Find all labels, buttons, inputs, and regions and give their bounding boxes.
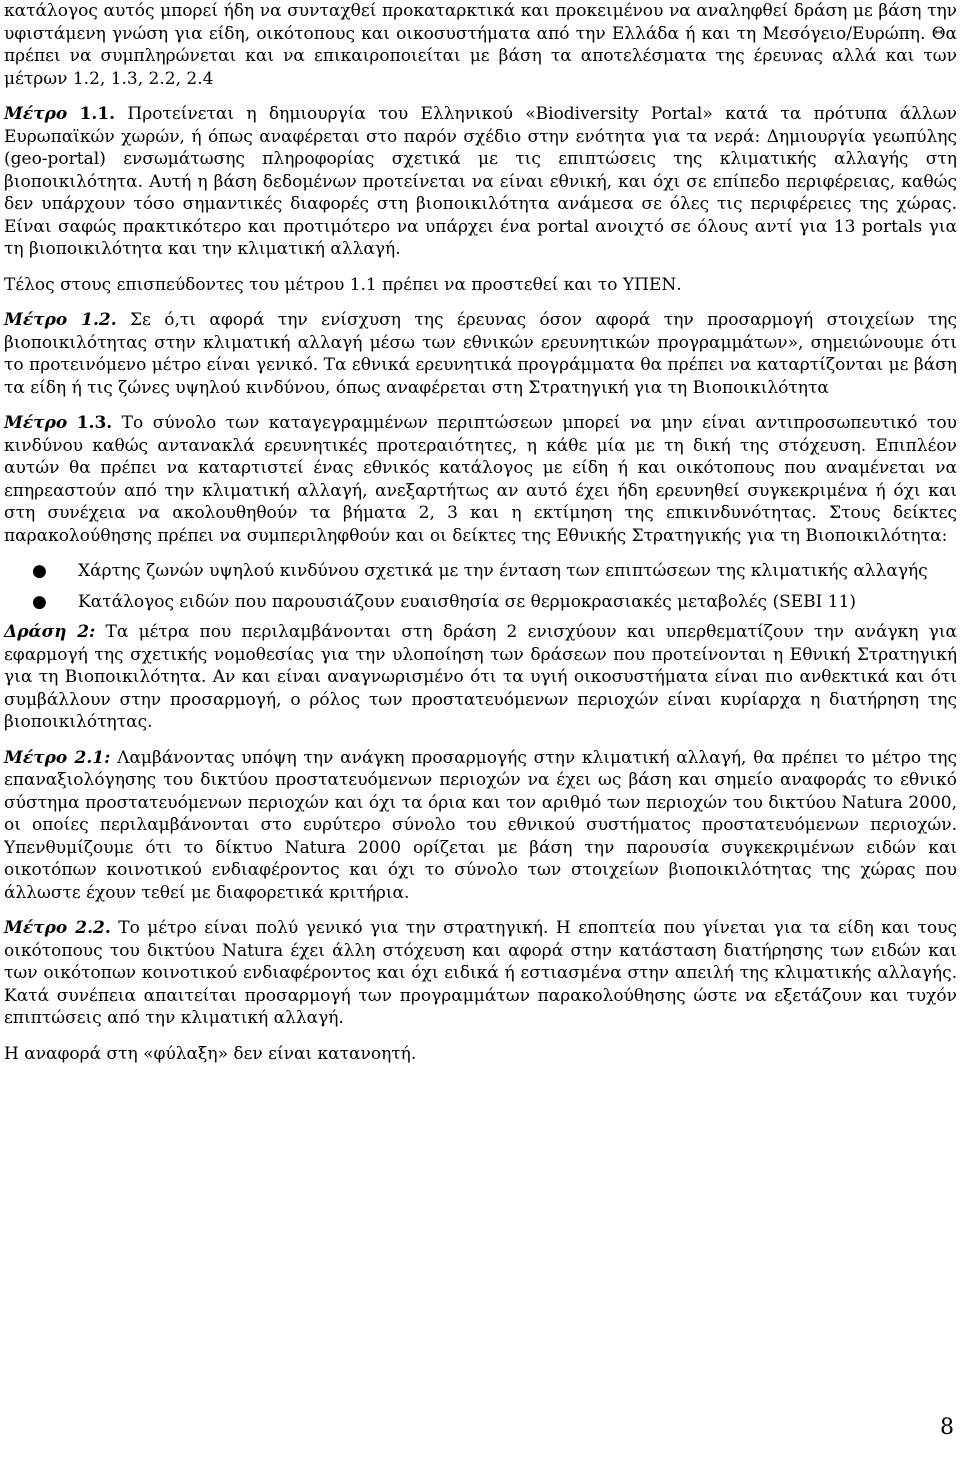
measure-1-1-note <box>4 274 957 297</box>
measure-1-3-number: 1.3. <box>76 413 113 433</box>
action-2-paragraph <box>4 621 957 734</box>
measure-1-2-heading: Μέτρο 1.2. <box>4 310 117 330</box>
intro-text: κατάλογος αυτός μπορεί ήδη να συνταχθεί προκαταρκτικά και προκειμένου να αναληφθεί δράση με βάση την υφιστάμενη γνώση για είδη, οικότοπους και οικοσυστήματα από την Ελλάδα ή και τη Μεσόγειο/Ευρώπη. Θα πρέπει να συμπληρώνεται και να επικαιροποιείται με βάση τα αποτελέσματα της έρευνας αλλά και των μέτρων 1.2, 1.3, 2.2, 2.4 <box>4 1 957 89</box>
list-item <box>4 560 957 583</box>
measure-1-2-paragraph <box>4 309 957 399</box>
page-number: 8 <box>940 1415 954 1440</box>
measure-2-1-text: Λαμβάνοντας υπόψη την ανάγκη προσαρμογής στην κλιματική αλλαγή, θα πρέπει το μέτρο της επαναξιολόγησης του δικτύου προστατευόμενων περιοχών να έχει ως βάση και σημείο αναφοράς το εθνικό σύστημα προστατευόμενων περιοχών και όχι τα όρια και τον αριθμό των περιοχών του δικτύου Natura 2000, οι οποίες περιλαμβάνονται στο ευρύτερο σύνολο του εθνικού συστήματος προστατευόμενων περιοχών. Υπενθυμίζουμε ότι το δίκτυο Natura 2000 ορίζεται με βάση την παρουσία συγκεκριμένων ειδών και οικοτόπων κοινοτικού ενδιαφέροντος και όχι το σύνολο των στοιχείων βιοποικιλότητας της χώρας που άλλωστε έχουν τεθεί με διαφορετικά κριτήρια. <box>4 747 957 903</box>
measure-2-2-paragraph <box>4 917 957 1030</box>
indicator-list <box>4 560 957 613</box>
closing-text: Η αναφορά στη «φύλαξη» δεν είναι κατανοητή. <box>4 1043 417 1064</box>
measure-1-1-text: Προτείνεται η δημιουργία του Ελληνικού «Biodiversity Portal» κατά τα πρότυπα άλλων Ευρωπαϊκών χωρών, ή όπως αναφέρεται στο παρόν σχέδιο στην ενότητα για τα νερά: Δημιουργία γεωπύλης (geo-portal) ενσωμάτωσης πληροφορίας σχετικά με τις επιπτώσεις της κλιματικής αλλαγής στη βιοποικιλότητα. Αυτή η βάση δεδομένων προτείνεται να είναι εθνική, και όχι σε επίπεδο περιφέρειας, καθώς δεν υπάρχουν τόσο σημαντικές διαφορές στη βιοποικιλότητα ανάμεσα σε όλες τις περιφέρειες της χώρας. Είναι σαφώς πρακτικότερο και προτιμότερο να υπάρχει ένα portal ανοιχτό σε όλους αντί για 13 portals για τη βιοποικιλότητα και την κλιματική αλλαγή. <box>4 104 957 259</box>
measure-1-1-note-text: Τέλος στους επισπεύδοντες του μέτρου 1.1 πρέπει να προστεθεί και το ΥΠΕΝ. <box>4 274 682 295</box>
measure-1-3-heading: Μέτρο <box>4 413 68 433</box>
measure-1-2-text: Σε ό,τι αφορά την ενίσχυση της έρευνας όσον αφορά την προσαρμογή στοιχείων της βιοποικιλότητας στην κλιματική αλλαγή μέσω των εθνικών ερευνητικών προγραμμάτων», σημειώνουμε ότι το προτεινόμενο μέτρο είναι γενικό. Τα εθνικά ερευνητικά προγράμματα θα πρέπει να καταρτίζονται με βάση τα είδη ή τις ζώνες υψηλού κινδύνου, όπως αναφέρεται στη Στρατηγική για τη Βιοποικιλότητα <box>4 310 957 398</box>
list-item <box>4 591 957 614</box>
action-2-text: Τα μέτρα που περιλαμβάνονται στη δράση 2 ενισχύουν και υπερθεματίζουν την ανάγκη για εφαρμογή της σχετικής νομοθεσίας για την υλοποίηση των δράσεων που προτείνονται η Εθνική Στρατηγική για τη Βιοποικιλότητα. Αν και είναι αναγνωρισμένο ότι τα υγιή οικοσυστήματα είναι πιο ανθεκτικά και ότι συμβάλλουν στην προσαρμογή, ο ρόλος των προστατευόμενων περιοχών είναι κυρίαρχα η διατήρηση της βιοποικιλότητας. <box>4 622 957 732</box>
measure-1-3-text: Το σύνολο των καταγεγραμμένων περιπτώσεων μπορεί να μην είναι αντιπροσωπευτικό του κινδύνου καθώς αντανακλά ερευνητικές προτεραιότητες, η κάθε μία με τη δική της στόχευση. Επιπλέον αυτών θα πρέπει να καταρτιστεί ένας εθνικός κατάλογος με είδη ή και οικότοπους που αναμένεται να επηρεαστούν από την κλιματική αλλαγή, ανεξαρτήτως αν αυτό έχει ήδη ερευνηθεί συγκεκριμένα ή όχι και στη συνέχεια να ακολουθηθούν τα βήματα 2, 3 και η εκτίμηση της επικινδυνότητας. Στους δείκτες παρακολούθησης πρέπει να συμπεριληφθούν και οι δείκτες της Εθνικής Στρατηγικής για τη Βιοποικιλότητα: <box>4 413 957 546</box>
measure-2-2-heading: Μέτρο 2.2. <box>4 918 111 938</box>
measure-2-1-heading: Μέτρο 2.1: <box>4 747 111 768</box>
measure-2-1-paragraph <box>4 747 957 905</box>
measure-1-1-heading: Μέτρο <box>4 104 68 124</box>
measure-1-1-paragraph <box>4 103 957 261</box>
bullet-icon: ● <box>32 591 47 612</box>
list-item-text: Χάρτης ζωνών υψηλού κινδύνου σχετικά με την ένταση των επιπτώσεων της κλιματικής αλλαγής <box>78 561 928 581</box>
closing-paragraph <box>4 1043 957 1066</box>
measure-1-3-paragraph <box>4 412 957 547</box>
measure-2-2-text: Το μέτρο είναι πολύ γενικό για την στρατηγική. Η εποπτεία που γίνεται για τα είδη και τους οικότοπους του δικτύου Natura έχει άλλη στόχευση και αφορά στην κατάσταση διατήρησης των ειδών και των οικότοπων κοινοτικού ενδιαφέροντος και όχι ειδικά ή εστιασμένα στην απειλή της κλιματικής αλλαγής. Κατά συνέπεια απαιτείται προσαρμογή των προγραμμάτων παρακολούθησης ώστε να εξετάζουν και τυχόν επιπτώσεις από την κλιματική αλλαγή. <box>4 918 958 1028</box>
measure-1-1-number: 1.1. <box>79 104 116 124</box>
bullet-icon: ● <box>32 561 47 581</box>
list-item-text: Κατάλογος ειδών που παρουσιάζουν ευαισθησία σε θερμοκρασιακές μεταβολές (SEBI 11) <box>78 591 857 612</box>
document-page <box>4 0 957 1065</box>
intro-paragraph <box>4 0 957 90</box>
action-2-heading: Δράση 2: <box>4 622 96 642</box>
